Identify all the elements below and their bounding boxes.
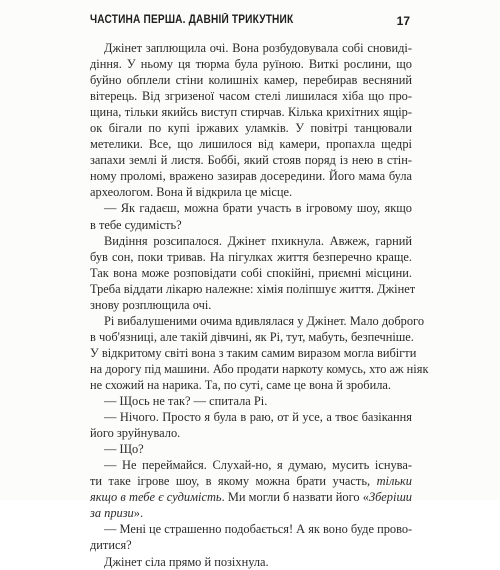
text-line: Видіння розсипалося. Джінет пхикнула. Авжеж, гарний bbox=[104, 233, 412, 248]
text-line: якщо в тебе є судимість. Ми могли б назвати його «Зберіши bbox=[90, 490, 412, 505]
text-line: — Не переймайся. Слухай-но, я думаю, мусить існува- bbox=[104, 458, 412, 473]
text-line: ному проломі, вражено зазирав досередини. Його мама була bbox=[90, 169, 412, 184]
text-line: буйно обплели стіни колишніх камер, перебирав весняний bbox=[90, 73, 412, 88]
text-line: — Що? bbox=[104, 442, 144, 457]
text-line: Рі вибалушеними очима вдивлялася у Джінет. Мало доброго bbox=[104, 313, 425, 328]
text-line: Джінет заплющила очі. Вона розбудовувала собі сновиді- bbox=[104, 41, 412, 55]
text-line: в тебе судимість? bbox=[90, 217, 182, 232]
italic-text: Зберіши bbox=[368, 490, 412, 505]
text-line: не схожий на нарика. Та, по суті, саме це вона й зробила. bbox=[90, 377, 392, 392]
page-header bbox=[90, 14, 410, 30]
running-head: ЧАСТИНА ПЕРША. ДАВНІЙ ТРИКУТНИК bbox=[90, 14, 294, 26]
text-line: вітерець. Від згризеної часом стелі лишилася хіба що про- bbox=[90, 89, 412, 104]
text-line: археологом. Вона й відкрила це місце. bbox=[90, 185, 293, 200]
text-line: — Мені це страшенно подобається! А як воно буде прово- bbox=[104, 522, 413, 537]
text-line: — Щось не так? — спитала Рі. bbox=[104, 394, 268, 409]
text-line: метелики. Все, що лишилося від камери, пропахла щедрі bbox=[90, 137, 412, 152]
body-text bbox=[90, 40, 429, 570]
text-line: ти таке ігрове шоу, в якому можна брати участь, тільки bbox=[90, 474, 412, 489]
text-line: Так вона може розповідати собі спокійні, приємні місцини. bbox=[90, 265, 412, 280]
text-line: Джінет сіла прямо й позіхнула. bbox=[104, 554, 269, 569]
text-line: за призи». bbox=[90, 506, 144, 521]
page-number: 17 bbox=[396, 14, 410, 28]
text-line: — Нічого. Просто я була в раю, от й усе, а твоє базікання bbox=[104, 410, 412, 425]
text-line: на дорогу під машини. Або продати наркоту комусь, хто аж ніяк bbox=[90, 361, 429, 376]
text-line: — Як гадаєш, можна брати участь в ігровому шоу, якщо bbox=[104, 201, 412, 216]
text-line: щина, тільки якийсь виступ стирчав. Кілька крихітних ящір- bbox=[90, 105, 412, 120]
italic-text: за призи bbox=[90, 506, 134, 521]
text-line: запахи землі й листя. Боббі, який стояв поряд із нею в стін- bbox=[90, 153, 412, 168]
text-line: був сон, поки тривав. На пігулках життя безперечно краще. bbox=[90, 249, 412, 264]
text-line: дитися? bbox=[90, 538, 132, 553]
text-line: в чоб'язниці, але такій дівчині, як Рі, тут, мабуть, безпечніше. bbox=[90, 329, 414, 344]
text-line: Треба віддати лікарю належне: хімія поліпшує життя. Джінет bbox=[90, 281, 416, 296]
italic-text: якщо в тебе є судимість bbox=[90, 490, 222, 505]
text-line: У відкритому світі вона з таким самим виразом могла вибігти bbox=[90, 345, 417, 360]
text-line: його зруйнувало. bbox=[90, 426, 181, 441]
italic-text: тільки bbox=[376, 474, 412, 489]
text-line: знову розплющила очі. bbox=[90, 297, 212, 312]
text-line: діння. У ньому ця тюрма була руїною. Виткі рослини, що bbox=[90, 57, 412, 72]
text-line: ок бігали по купі іржавих уламків. У повітрі танцювали bbox=[90, 121, 412, 136]
